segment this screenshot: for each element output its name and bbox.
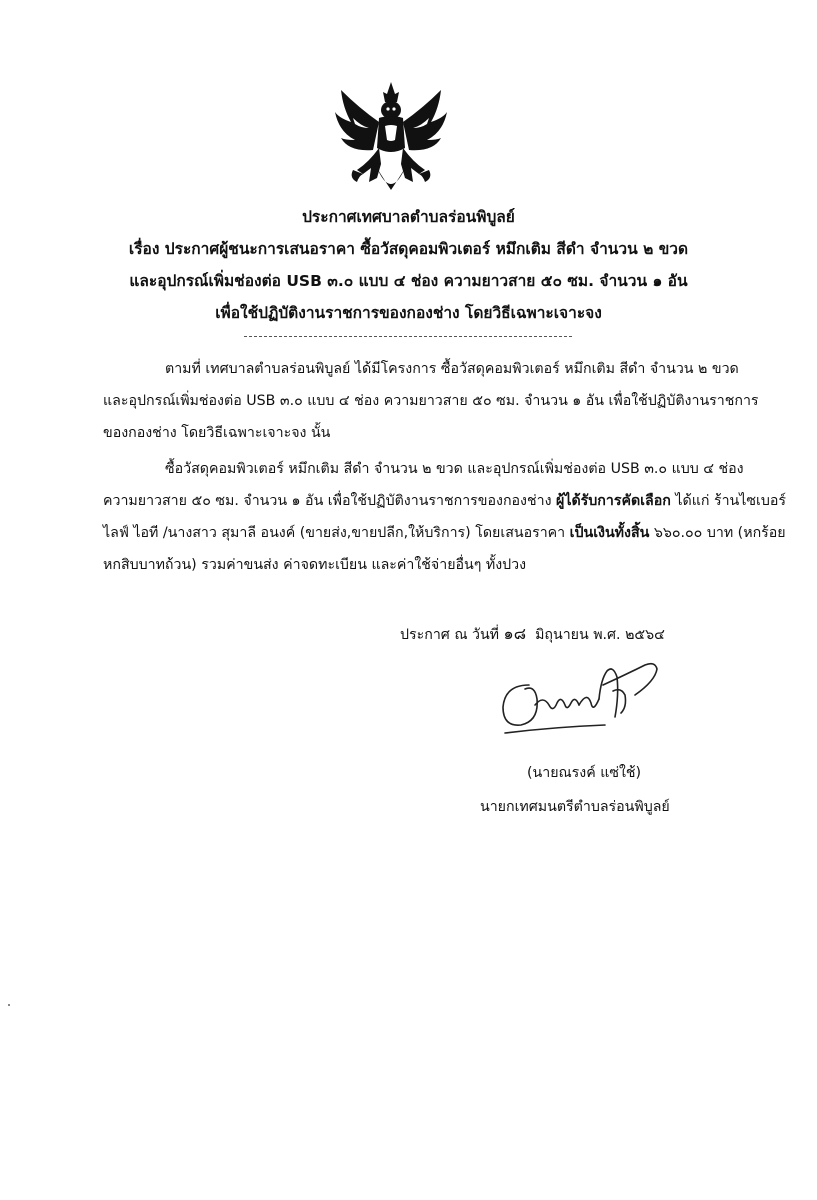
total-amount-label: เป็นเงินทั้งสิ้น xyxy=(569,525,650,541)
announcement-title: ประกาศเทศบาลตำบลร่อนพิบูลย์ xyxy=(302,208,515,226)
paragraph-2-line-1: ซื้อวัสดุคอมพิวเตอร์ หมึกเติม สีดำ จำนวน ๒ ขวด และอุปกรณ์เพิ่มช่องต่อ USB ๓.๐ แบบ ๔ ช่อง xyxy=(165,461,744,477)
scan-artifact xyxy=(8,1004,10,1006)
dashed-divider xyxy=(244,336,572,337)
announce-date xyxy=(400,622,665,647)
paragraph-2-line-2-text: ความยาวสาย ๕๐ ซม. จำนวน ๑ อัน เพื่อใช้ปฏิบัติงานราชการของกองช่าง xyxy=(103,493,557,509)
selected-vendor-label: ผู้ได้รับการคัดเลือก xyxy=(556,493,671,509)
paragraph-2-line-2 xyxy=(103,490,786,512)
total-amount: ๖๖๐.๐๐ บาท (หกร้อย xyxy=(649,525,786,541)
paragraph-2-line-4: หกสิบบาทถ้วน) รวมค่าขนส่ง ค่าจดทะเบียน และค่าใช้จ่ายอื่นๆ ทั้งปวง xyxy=(103,557,527,573)
announce-prefix: ประกาศ ณ วันที่ xyxy=(400,627,500,643)
subject-line-3: เพื่อใช้ปฏิบัติงานราชการของกองช่าง โดยวิธีเฉพาะเจาะจง xyxy=(215,304,602,322)
announce-day: ๑๘ xyxy=(503,624,527,643)
subject-line-1: เรื่อง ประกาศผู้ชนะการเสนอราคา ซื้อวัสดุคอมพิวเตอร์ หมึกเติม สีดำ จำนวน ๒ ขวด xyxy=(128,240,689,258)
subject-line-2: และอุปกรณ์เพิ่มช่องต่อ USB ๓.๐ แบบ ๔ ช่อง ความยาวสาย ๕๐ ซม. จำนวน ๑ อัน xyxy=(129,272,688,290)
paragraph-1-line-3: ของกองช่าง โดยวิธีเฉพาะเจาะจง นั้น xyxy=(103,425,331,441)
vendor-details: ไลฟ์ ไอที /นางสาว สุมาลี อนงค์ (ขายส่ง,ขายปลีก,ให้บริการ) โดยเสนอราคา xyxy=(103,525,570,541)
paragraph-1-line-2: และอุปกรณ์เพิ่มช่องต่อ USB ๓.๐ แบบ ๔ ช่อง ความยาวสาย ๕๐ ซม. จำนวน ๑ อัน เพื่อใช้ปฏิบัติงานราชการ xyxy=(103,393,759,409)
handwritten-signature xyxy=(495,655,675,740)
paragraph-2-line-3 xyxy=(103,522,786,544)
vendor-name-start: ได้แก่ ร้านไซเบอร์ xyxy=(670,493,786,509)
signer-position: นายกเทศมนตรีตำบลร่อนพิบูลย์ xyxy=(480,799,670,815)
garuda-emblem-icon xyxy=(333,78,449,200)
paragraph-1-line-1: ตามที่ เทศบาลตำบลร่อนพิบูลย์ ได้มีโครงการ ซื้อวัสดุคอมพิวเตอร์ หมึกเติม สีดำ จำนวน ๒ ขวด xyxy=(165,361,739,377)
signer-name: (นายณรงค์ แซ่ใช้) xyxy=(527,765,642,781)
announce-month-year: มิถุนายน พ.ศ. ๒๕๖๔ xyxy=(535,627,665,643)
